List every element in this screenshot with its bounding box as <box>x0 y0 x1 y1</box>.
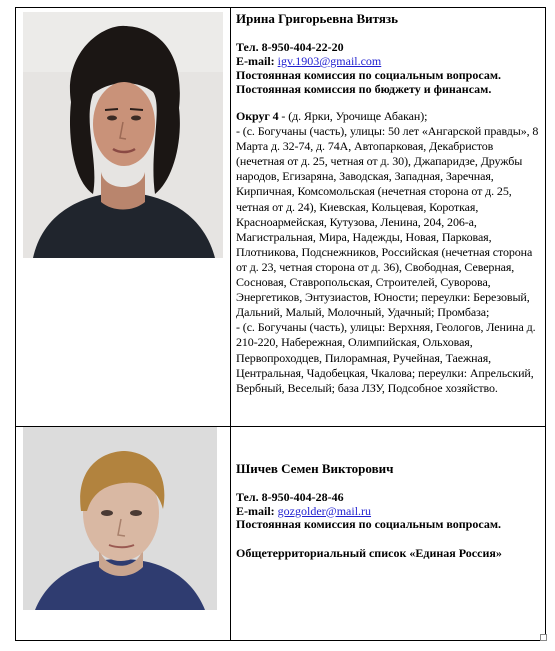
photo-cell <box>16 427 231 641</box>
deputy-row <box>16 427 546 641</box>
committee-item: Постоянная комиссия по социальным вопросам. <box>236 517 501 532</box>
party-list: Общетерриториальный список «Единая Россия» <box>236 545 502 560</box>
deputy-info <box>231 8 546 427</box>
committee-item: Постоянная комиссия по социальным вопросам. <box>236 68 501 82</box>
committee-item: Постоянная комиссия по бюджету и финансам. <box>236 82 492 96</box>
district-description <box>236 109 541 396</box>
deputy-name: Шичев Семен Викторович <box>236 461 394 476</box>
deputy-email-link[interactable]: gozgolder@mail.ru <box>277 503 372 518</box>
deputies-table <box>15 7 546 641</box>
deputy-photo-woman <box>23 12 223 258</box>
deputy-info <box>231 427 546 641</box>
deputy-row <box>16 8 546 427</box>
table-resize-handle[interactable] <box>540 634 547 641</box>
photo-cell <box>16 8 231 427</box>
email-label: E-mail: <box>236 503 275 518</box>
email-label: E-mail: <box>236 54 275 68</box>
deputy-email-row <box>236 54 541 68</box>
district-text: - (д. Ярки, Урочище Абакан); - (с. Богучаны (часть), улицы: 50 лет «Ангарской правды», 8 Марта д. 32-74, д. 74А, Автопарковая, Декабристов (нечетная от д. 25, четная от д. 30), Джапаридзе, Дружбы народов, Егизаряна, Заводская, Западная, Заречная, Кирпичная, Комсомольская (нечетная сторона от д. 25, четная от д. 24), Киевская, Кольцевая, Короткая, Красноармейская, Кутузова, Ленина, 204, 206-а, Магистральная, Мира, Надежды, Новая, Парковая, Плотникова, Подснежников, Российская (нечетная сторона от д. 23, четная сторона от д. 36), Свободная, Северная, Сосновая, Ставропольская, Строителей, Суворова, Энергетиков, Энтузиастов, Юности; переулки: Березовый, Дальний, Малый, Молочный, Удачный; Промбаза; - (с. Богучаны (часть), улицы: Верхняя, Геологов, Ленина д. 210-220, Набережная, Олимпийская, Ольховая, Первопроходцев, Пилорамная, Ручейная, Таежная, Центральная, Чадобецкая, Чкалова; переулки: Апрельский, Вербный, Веселый; база ЛЗУ, Подсобное хозяйство. <box>236 109 539 395</box>
deputy-email-row <box>236 505 541 519</box>
deputy-phone: Тел. 8-950-404-22-20 <box>236 40 344 54</box>
district-title: Округ 4 <box>236 109 279 123</box>
deputy-photo-man <box>23 427 217 610</box>
deputy-name: Ирина Григорьевна Витязь <box>236 11 398 26</box>
deputy-email-link[interactable]: igv.1903@gmail.com <box>277 54 382 68</box>
deputy-phone: Тел. 8-950-404-28-46 <box>236 490 344 504</box>
